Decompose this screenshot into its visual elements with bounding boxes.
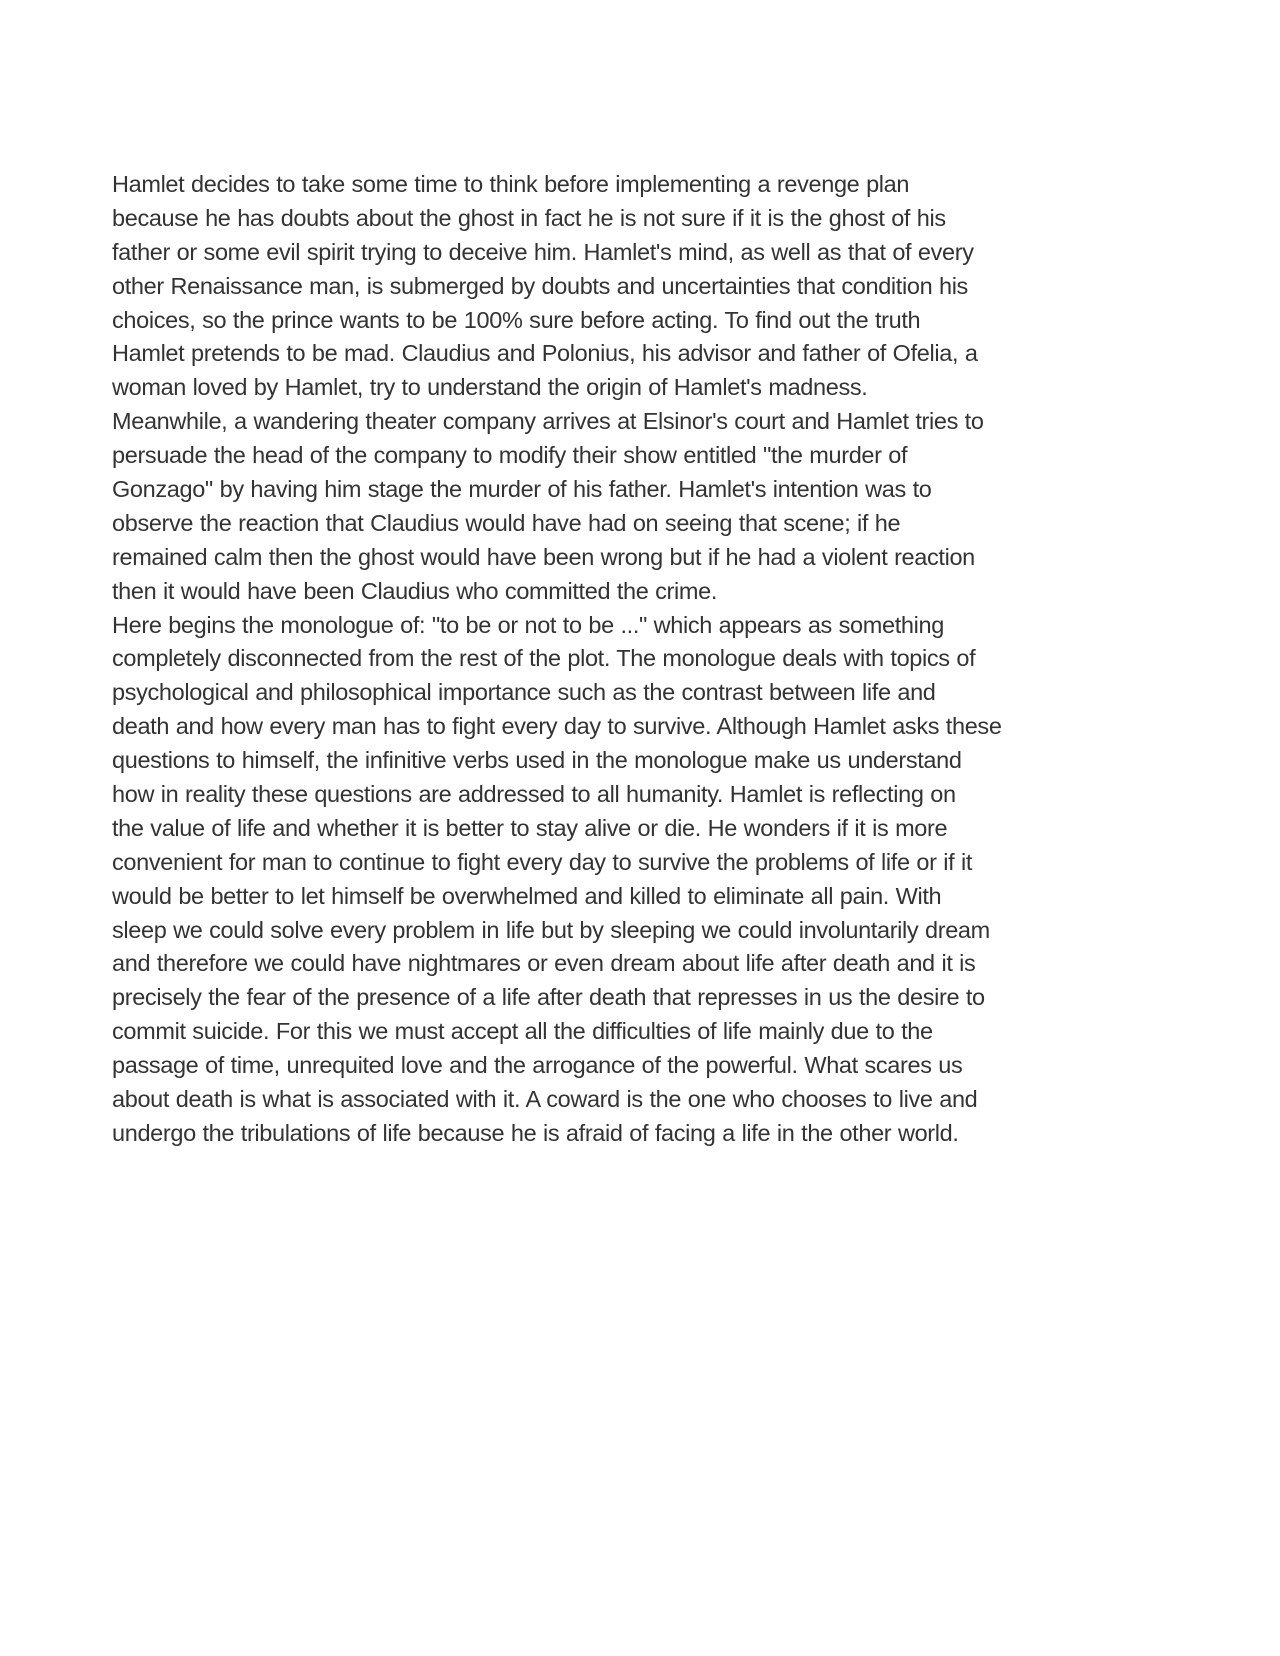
text-line: psychological and philosophical importance such as the contrast between life and [112, 679, 936, 706]
text-line: precisely the fear of the presence of a life after death that represses in us the desire to [112, 984, 985, 1011]
text-line: because he has doubts about the ghost in fact he is not sure if it is the ghost of his [112, 204, 946, 231]
body-text [112, 168, 1132, 1151]
text-line: convenient for man to continue to fight every day to survive the problems of life or if it [112, 848, 973, 875]
text-line: other Renaissance man, is submerged by doubts and uncertainties that condition his [112, 272, 968, 299]
text-line: Hamlet decides to take some time to think before implementing a revenge plan [112, 171, 910, 197]
text-line: questions to himself, the infinitive verbs used in the monologue make us understand [112, 747, 962, 774]
text-line: choices, so the prince wants to be 100% sure before acting. To find out the truth [112, 306, 921, 333]
text-line: persuade the head of the company to modify their show entitled "the murder of [112, 442, 908, 469]
text-line: undergo the tribulations of life because he is afraid of facing a life in the other world. [112, 1119, 959, 1146]
text-line: remained calm then the ghost would have been wrong but if he had a violent reaction [112, 543, 975, 570]
text-line: sleep we could solve every problem in life but by sleeping we could involuntarily dream [112, 916, 990, 943]
text-line: how in reality these questions are addressed to all humanity. Hamlet is reflecting on [112, 781, 956, 808]
text-line: Meanwhile, a wandering theater company arrives at Elsinor's court and Hamlet tries to [112, 408, 984, 435]
text-line: about death is what is associated with it. A coward is the one who chooses to live and [112, 1086, 978, 1113]
text-line: father or some evil spirit trying to deceive him. Hamlet's mind, as well as that of every [112, 238, 974, 265]
text-line: woman loved by Hamlet, try to understand the origin of Hamlet's madness. [112, 374, 868, 401]
text-line: would be better to let himself be overwhelmed and killed to eliminate all pain. With [112, 882, 942, 909]
text-line: commit suicide. For this we must accept all the difficulties of life mainly due to the [112, 1018, 933, 1045]
text-line: observe the reaction that Claudius would have had on seeing that scene; if he [112, 509, 901, 536]
text-line: Here begins the monologue of: "to be or not to be ..." which appears as something [112, 611, 944, 638]
text-line: Hamlet pretends to be mad. Claudius and Polonius, his advisor and father of Ofelia, a [112, 340, 978, 367]
text-line: death and how every man has to fight every day to survive. Although Hamlet asks these [112, 713, 1002, 740]
text-line: completely disconnected from the rest of the plot. The monologue deals with topics of [112, 645, 976, 672]
text-line: Gonzago" by having him stage the murder of his father. Hamlet's intention was to [112, 476, 932, 503]
text-line: and therefore we could have nightmares or even dream about life after death and it is [112, 950, 976, 977]
text-line: the value of life and whether it is better to stay alive or die. He wonders if it is more [112, 814, 948, 841]
text-line: then it would have been Claudius who committed the crime. [112, 577, 718, 604]
text-line: passage of time, unrequited love and the arrogance of the powerful. What scares us [112, 1052, 963, 1079]
